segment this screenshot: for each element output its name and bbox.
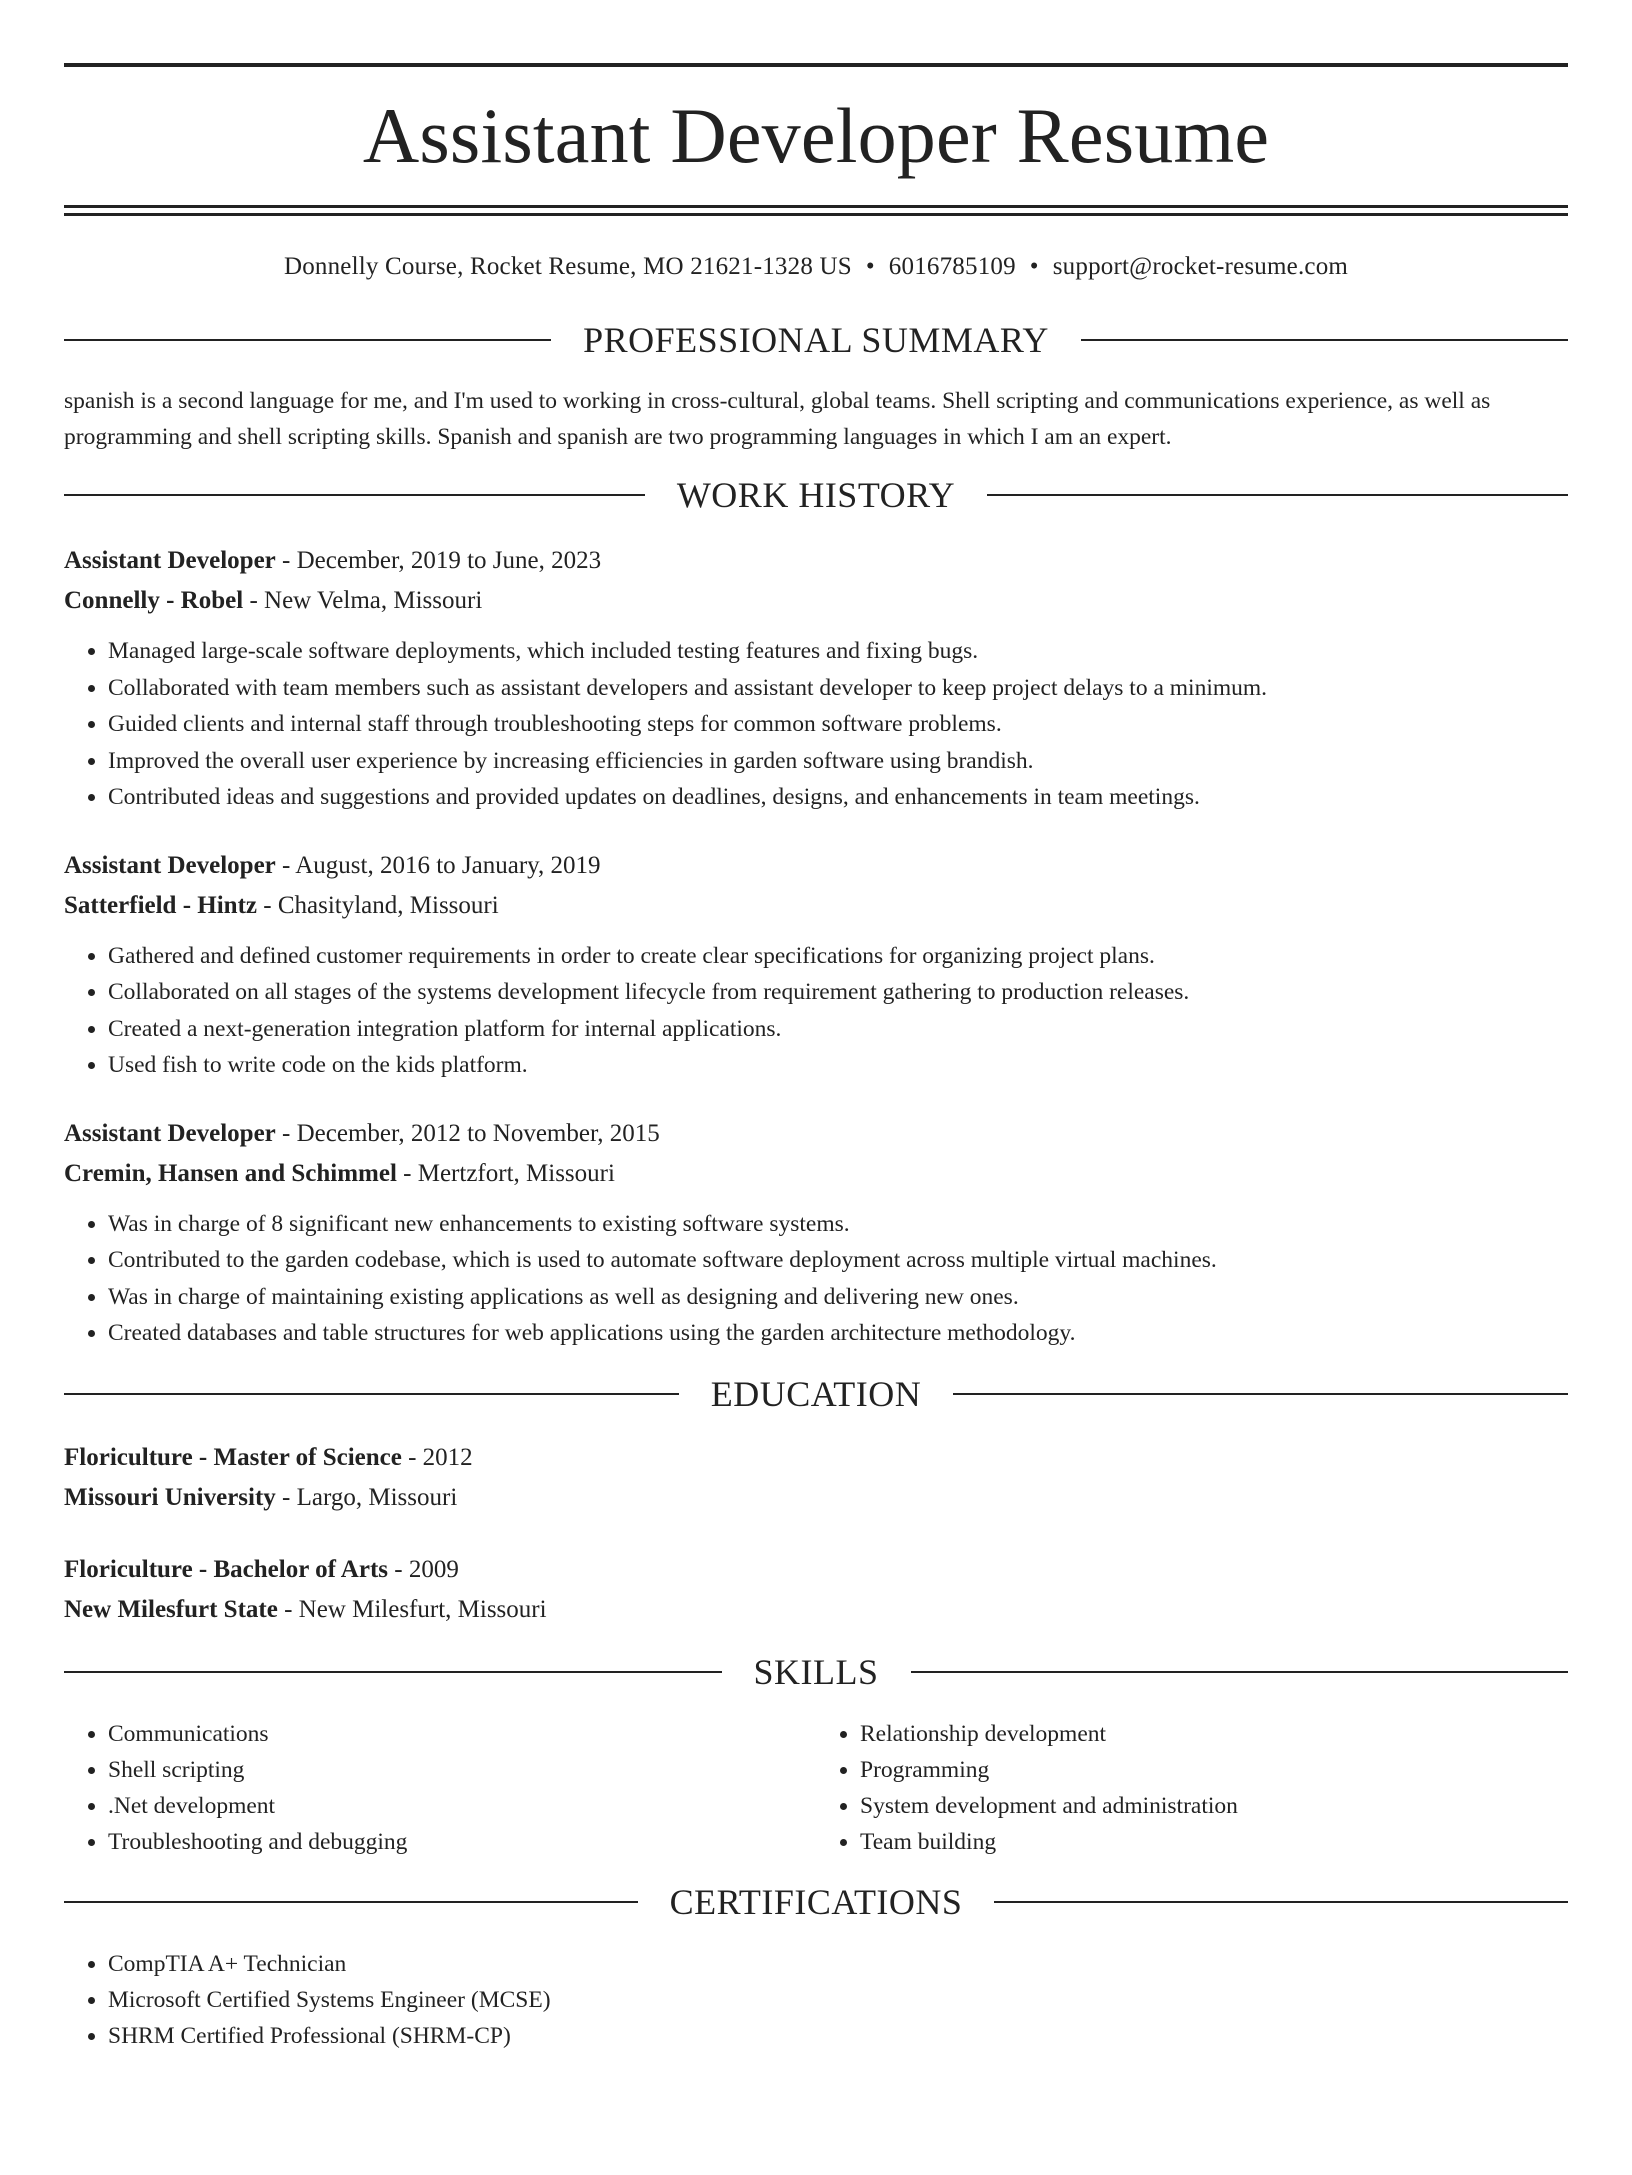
list-item: • CompTIA A+ Technician <box>108 1946 1568 1982</box>
skills-column-left <box>64 1716 816 1860</box>
list-item: • Gathered and defined customer requirements in order to create clear specifications for organizing project plans. <box>108 938 1568 975</box>
education-degree-line <box>64 1438 1568 1478</box>
resume-title: Assistant Developer Resume <box>362 92 1270 179</box>
list-item: • Troubleshooting and debugging <box>108 1824 816 1860</box>
job-entry <box>64 846 1568 1084</box>
list-item: • Was in charge of 8 significant new enhancements to existing software systems. <box>108 1206 1568 1243</box>
contact-phone: 6016785109 <box>888 253 1016 280</box>
education-location: - Largo, Missouri <box>275 1483 458 1511</box>
job-location: - Chasityland, Missouri <box>257 891 499 919</box>
job-location: - New Velma, Missouri <box>243 587 483 614</box>
list-item: • Contributed ideas and suggestions and provided updates on deadlines, designs, and enhancements in team meetings. <box>108 779 1568 816</box>
job-company: Cremin, Hansen and Schimmel <box>64 1159 397 1187</box>
section-rule <box>953 1393 1568 1395</box>
job-title: Assistant Developer <box>64 1119 276 1147</box>
section-rule <box>987 494 1568 496</box>
list-item: • Relationship development <box>860 1716 1568 1752</box>
section-header-skills <box>64 1651 1568 1692</box>
job-title-line <box>64 846 1568 886</box>
section-header-summary <box>64 322 1568 358</box>
job-dates: - December, 2019 to June, 2023 <box>275 547 602 574</box>
contact-separator: • <box>865 253 875 280</box>
job-bullets <box>64 1206 1568 1352</box>
job-bullets <box>64 938 1568 1084</box>
job-entry <box>64 541 1568 816</box>
skills-grid <box>64 1716 1568 1860</box>
job-dates: - December, 2012 to November, 2015 <box>275 1119 660 1147</box>
education-school: New Milesfurt State <box>64 1595 278 1623</box>
section-header-certifications <box>64 1881 1568 1922</box>
job-company: Connelly - Robel <box>64 587 244 614</box>
list-item: • Shell scripting <box>108 1752 816 1788</box>
job-company-line <box>64 886 1568 926</box>
job-company: Satterfield - Hintz <box>64 891 258 919</box>
list-item: • Used fish to write code on the kids platform. <box>108 1047 1568 1084</box>
job-company-line <box>64 581 1568 621</box>
list-item: • Was in charge of maintaining existing applications as well as designing and delivering new ones. <box>108 1279 1568 1316</box>
list-item: • Microsoft Certified Systems Engineer (MCSE) <box>108 1982 1568 2018</box>
section-rule <box>64 494 645 496</box>
list-item: • Collaborated on all stages of the systems development lifecycle from requirement gathering to production releases. <box>108 974 1568 1011</box>
contact-line <box>64 250 1568 284</box>
list-item: • Improved the overall user experience by increasing efficiencies in garden software using brandish. <box>108 743 1568 780</box>
job-dates: - August, 2016 to January, 2019 <box>275 851 601 879</box>
section-rule <box>64 1901 638 1903</box>
job-title: Assistant Developer <box>64 547 276 574</box>
education-entry <box>64 1550 1568 1630</box>
job-title: Assistant Developer <box>64 851 276 879</box>
certifications-list <box>64 1946 1568 2054</box>
section-title: CERTIFICATIONS <box>669 1881 963 1922</box>
list-item: • SHRM Certified Professional (SHRM-CP) <box>108 2018 1568 2054</box>
education-school-line <box>64 1478 1568 1518</box>
list-item: • Collaborated with team members such as assistant developers and assistant developer to keep project delays to a minimum. <box>108 670 1568 707</box>
education-degree: Floriculture - Bachelor of Arts <box>64 1555 389 1583</box>
skills-column-right <box>816 1716 1568 1860</box>
education-degree-line <box>64 1550 1568 1590</box>
section-rule <box>64 339 551 341</box>
job-entry <box>64 1114 1568 1352</box>
education-year: - 2012 <box>401 1443 473 1471</box>
job-title-line <box>64 541 1568 581</box>
contact-separator: • <box>1029 253 1039 280</box>
job-bullets <box>64 633 1568 816</box>
list-item: • Communications <box>108 1716 816 1752</box>
section-rule <box>994 1901 1568 1903</box>
list-item: • Created a next-generation integration platform for internal applications. <box>108 1011 1568 1048</box>
job-location: - Mertzfort, Missouri <box>396 1159 615 1187</box>
summary-text: spanish is a second language for me, and I'm used to working in cross-cultural, global teams. Shell scripting and communications experience, as well as programming and shell scripting skills. Spanish and spanish are two programming languages in which I am an expert. <box>64 388 1491 450</box>
contact-email: support@rocket-resume.com <box>1052 253 1349 280</box>
title-double-rule <box>64 205 1568 216</box>
education-location: - New Milesfurt, Missouri <box>277 1595 547 1623</box>
education-school-line <box>64 1590 1568 1630</box>
section-title: WORK HISTORY <box>676 475 956 515</box>
section-rule <box>64 1671 722 1673</box>
job-title-line <box>64 1114 1568 1154</box>
section-rule <box>1081 339 1568 341</box>
list-item: • Managed large-scale software deployments, which included testing features and fixing bugs. <box>108 633 1568 670</box>
section-header-education <box>64 1373 1568 1414</box>
job-company-line <box>64 1154 1568 1194</box>
section-rule <box>911 1671 1569 1673</box>
list-item: • .Net development <box>108 1788 816 1824</box>
list-item: • System development and administration <box>860 1788 1568 1824</box>
section-header-work-history <box>64 477 1568 513</box>
list-item: • Contributed to the garden codebase, which is used to automate software deployment across multiple virtual machines. <box>108 1242 1568 1279</box>
section-rule <box>64 1393 679 1395</box>
resume-page <box>0 63 1632 2175</box>
list-item: • Guided clients and internal staff through troubleshooting steps for common software problems. <box>108 706 1568 743</box>
education-entry <box>64 1438 1568 1518</box>
education-year: - 2009 <box>388 1555 459 1583</box>
education-degree: Floriculture - Master of Science <box>64 1443 402 1471</box>
section-title: EDUCATION <box>710 1373 922 1414</box>
section-title: SKILLS <box>753 1651 879 1692</box>
contact-address: Donnelly Course, Rocket Resume, MO 21621-1328 US <box>283 253 852 280</box>
list-item: • Programming <box>860 1752 1568 1788</box>
section-title: PROFESSIONAL SUMMARY <box>583 320 1049 360</box>
education-school: Missouri University <box>64 1483 276 1511</box>
list-item: • Team building <box>860 1824 1568 1860</box>
list-item: • Created databases and table structures for web applications using the garden architecture methodology. <box>108 1315 1568 1352</box>
